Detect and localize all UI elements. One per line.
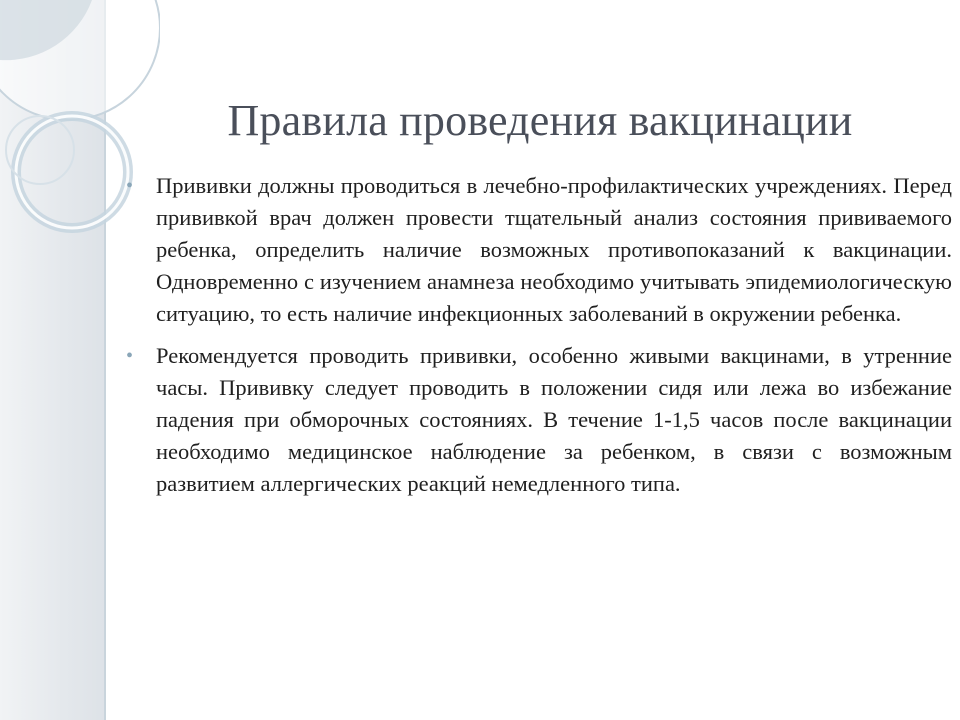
slide-title: Правила проведения вакцинации xyxy=(227,96,853,146)
bullet-list xyxy=(126,170,952,510)
bullet-item xyxy=(126,170,952,330)
bullet-marker-icon: • xyxy=(126,175,134,197)
bullet-text: Прививки должны проводиться в лечебно-профилактических учреждениях. Перед прививкой врач должен провести тщательный анализ состояния прививаемого ребенка, определить наличие возможных противопоказаний к вакцинации. Одновременно с изучением анамнеза необходимо учитывать эпидемиологическую ситуацию, то есть наличие инфекционных заболеваний в окружении ребенка. xyxy=(156,173,952,326)
decorative-circles-icon xyxy=(0,0,160,260)
bullet-text: Рекомендуется проводить прививки, особенно живыми вакцинами, в утренние часы. Прививку следует проводить в положении сидя или лежа во избежание падения при обморочных состояниях. В течение 1-1,5 часов после вакцинации необходимо медицинское наблюдение за ребенком, в связи с возможным развитием аллергических реакций немедленного типа. xyxy=(156,343,952,496)
bullet-item xyxy=(126,340,952,500)
bullet-marker-icon: • xyxy=(126,345,134,367)
